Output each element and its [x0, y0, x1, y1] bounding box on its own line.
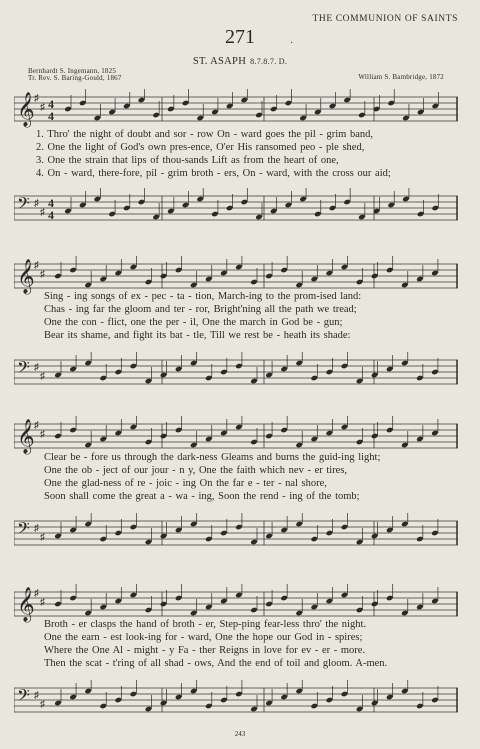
sharp-icon: ♯	[34, 93, 39, 104]
tune-name: ST. ASAPH	[192, 56, 247, 67]
sharp-icon: ♯	[40, 597, 45, 608]
treble-staff	[14, 89, 458, 129]
bass-staff	[14, 680, 458, 720]
treble-staff	[14, 584, 458, 624]
time-signature: 4	[48, 109, 54, 123]
bass-staff	[14, 513, 458, 553]
lyric-line-verse-2: One the earn - est look-ing for - ward, One the hope our God in - spires;	[44, 632, 363, 643]
tune-heading	[0, 56, 480, 67]
ornament-dot: ·	[290, 38, 294, 49]
sharp-icon: ♯	[40, 102, 45, 113]
lyric-line-verse-2: One the ob - ject of our jour - n y, One the faith which nev - er tires,	[44, 465, 348, 476]
treble-clef-icon: 𝄞	[17, 420, 35, 453]
sharp-icon: ♯	[40, 532, 45, 543]
lyric-line-verse-1: Broth - er clasps the hand of broth - er, Step-ping fear-less thro' the night.	[44, 619, 367, 630]
composer-credit: William S. Bambridge, 1872	[358, 73, 444, 81]
bass-clef-icon: 𝄢	[17, 687, 30, 709]
sharp-icon: ♯	[34, 362, 39, 373]
sharp-icon: ♯	[34, 523, 39, 534]
treble-clef-icon: 𝄞	[17, 588, 35, 621]
sharp-icon: ♯	[34, 198, 39, 209]
lyric-line-verse-1: Sing - ing songs of ex - pec - ta - tion, March-ing to the prom-ised land:	[44, 291, 362, 302]
lyric-line-verse-4: Soon shall come the great a - wa - ing, Soon the rend - ing of the tomb;	[44, 491, 360, 502]
sharp-icon: ♯	[40, 371, 45, 382]
tune-meter: 8.7.8.7. D.	[250, 57, 288, 66]
sharp-icon: ♯	[34, 260, 39, 271]
section-title: THE COMMUNION OF SAINTS	[312, 14, 458, 24]
translator-credit: Tr. Rev. S. Baring-Gould, 1867	[28, 74, 122, 82]
bass-clef-icon: 𝄢	[17, 195, 30, 217]
bass-clef-icon: 𝄢	[17, 520, 30, 542]
lyric-line-verse-1: 1. Thro' the night of doubt and sor - row On - ward goes the pil - grim band,	[36, 129, 373, 140]
treble-clef-icon: 𝄞	[17, 260, 35, 293]
bass-staff	[14, 352, 458, 392]
bass-clef-icon: 𝄢	[17, 359, 30, 381]
lyric-line-verse-2: 2. One the light of God's own pres-ence, O'er His ransomed peo - ple shed,	[36, 142, 365, 153]
lyric-line-verse-4: 4. On - ward, there-fore, pil - grim broth - ers, On - ward, with the cross our aid;	[36, 168, 391, 179]
treble-clef-icon: 𝄞	[17, 93, 35, 126]
lyric-line-verse-3: One the con - flict, one the per - il, One the march in God be - gun;	[44, 317, 343, 328]
author-credit: Bernhardt S. Ingemann, 1825	[28, 67, 117, 75]
lyric-line-verse-2: Chas - ing far the gloom and ter - ror, Bright'ning all the path we tread;	[44, 304, 357, 315]
sharp-icon: ♯	[40, 429, 45, 440]
sharp-icon: ♯	[34, 420, 39, 431]
bass-staff	[14, 188, 458, 228]
lyric-line-verse-3: One the glad-ness of re - joic - ing On the far e - ter - nal shore,	[44, 478, 327, 489]
lyric-line-verse-3: 3. One the strain that lips of thou-sands Lift as from the heart of one,	[36, 155, 339, 166]
hymn-number: 271	[225, 26, 255, 48]
sharp-icon: ♯	[34, 690, 39, 701]
lyric-line-verse-4: Then the scat - t'ring of all shad - ows, And the end of toil and gloom. A-men.	[44, 658, 388, 669]
treble-staff	[14, 256, 458, 296]
sharp-icon: ♯	[40, 699, 45, 710]
lyric-line-verse-3: Where the One Al - might - y Fa - ther Reigns in love for ev - er - more.	[44, 645, 366, 656]
time-signature: 4	[48, 208, 54, 222]
lyric-line-verse-4: Bear its shame, and fight its bat - tle, Till we rest be - heath its shade:	[44, 330, 351, 341]
treble-staff	[14, 416, 458, 456]
time-signature: 4	[48, 97, 54, 111]
sharp-icon: ♯	[40, 269, 45, 280]
time-signature: 4	[48, 196, 54, 210]
sharp-icon: ♯	[34, 588, 39, 599]
sharp-icon: ♯	[40, 207, 45, 218]
page-number: 243	[234, 730, 246, 738]
lyric-line-verse-1: Clear be - fore us through the dark-ness Gleams and burns the guid-ing light;	[44, 452, 381, 463]
